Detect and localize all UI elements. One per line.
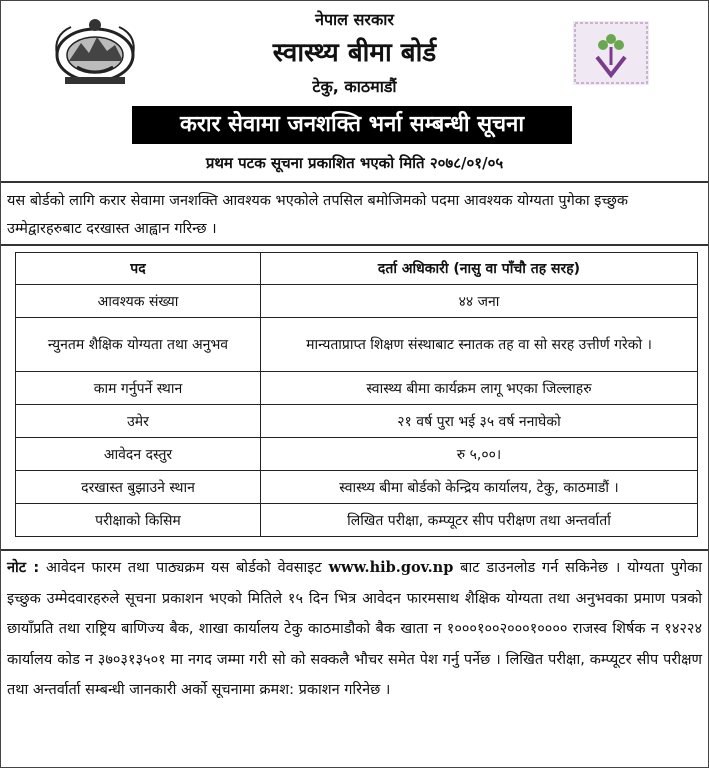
table-header-row [16,253,698,285]
table-header-cell: दर्ता अधिकारी (नासु वा पाँचौ तह सरह) [261,253,698,285]
row-value: लिखित परीक्षा, कम्प्यूटर सीप परीक्षण तथा अन्तर्वार्ता [261,504,698,537]
row-value: स्वास्थ्य बीमा बोर्डको केन्द्रिय कार्यालय, टेकु, काठमाडौं । [261,471,698,504]
table-row [16,438,698,471]
row-label: न्युनतम शैक्षिक योग्यता तथा अनुभव [16,318,261,372]
row-label: आवश्यक संख्या [16,285,261,318]
table-row [16,471,698,504]
website-link[interactable]: www.hib.gov.np [328,559,454,576]
row-value: ४४ जना [261,285,698,318]
table-row [16,372,698,405]
row-value: मान्यताप्राप्त शिक्षण संस्थाबाट स्नातक तह वा सो सरह उत्तीर्ण गरेको । [261,318,698,372]
organization-address: टेकु, काठमाडौं [312,77,397,96]
row-label: दरखास्त बुझाउने स्थान [16,471,261,504]
row-value: रु ५,००। [261,438,698,471]
row-label: परीक्षाको किसिम [16,504,261,537]
row-value: २१ वर्ष पुरा भई ३५ वर्ष ननाघेको [261,405,698,438]
intro-paragraph: यस बोर्डको लागि करार सेवामा जनशक्ति आवश्यक भएकोले तपसिल बमोजिमको पदमा आवश्यक योग्यता पुगेका इच्छुक उम्मेद्वारहरुबाट दरखास्त आह्वान गरिन्छ । [7,193,629,237]
notice-title: करार सेवामा जनशक्ति भर्ना सम्बन्धी सूचना [132,106,572,144]
organization-name: स्वास्थ्य बीमा बोर्ड [272,38,437,68]
note-text: बाट डाउनलोड गर्न सकिनेछ । योग्यता पुगेका इच्छुक उम्मेदवारहरुले सूचना प्रकाशन भएको मितिले १५ दिन भित्र आवेदन फारमसाथ शैक्षिक योग्यता तथा अनुभवका प्रमाण पत्रको छायाँप्रति तथा राष्ट्रिय बाणिज्य बैक, शाखा कार्यालय टेकु काठमाडौको बैक खाता न १०००१००२०००१०००० राजस्व शिर्षक न १४२२४ कार्यालय कोड न ३७०३१३५०१ मा नगद जम्मा गरी सो को सक्कलै भौचर समेत पेश गर्नु पर्नेछ । लिखित परीक्षा, कम्प्यूटर सीप परीक्षण तथा अन्तर्वार्ता सम्बन्धी जानकारी अर्को सूचनामा क्रमश: प्रकाशन गरिनेछ । [7,560,703,698]
table-row [16,285,698,318]
row-label: काम गर्नुपर्ने स्थान [16,372,261,405]
row-label: आवेदन दस्तुर [16,438,261,471]
table-row [16,318,698,372]
row-label: उमेर [16,405,261,438]
government-name: नेपाल सरकार [315,10,394,29]
table-header-cell: पद [16,253,261,285]
vacancy-table [15,252,698,537]
row-value: स्वास्थ्य बीमा कार्यक्रम लागू भएका जिल्लाहरु [261,372,698,405]
published-date: प्रथम पटक सूचना प्रकाशित भएको मिति २०७८/०१/०५ [205,154,504,172]
divider [1,244,708,246]
divider [1,549,708,551]
note-label: नोट : [7,560,40,576]
note-text: आवेदन फारम तथा पाठ्यक्रम यस बोर्डको वेवसाइट [39,560,329,576]
table-row [16,504,698,537]
table-row [16,405,698,438]
divider [1,181,708,183]
note-paragraph [7,553,702,706]
